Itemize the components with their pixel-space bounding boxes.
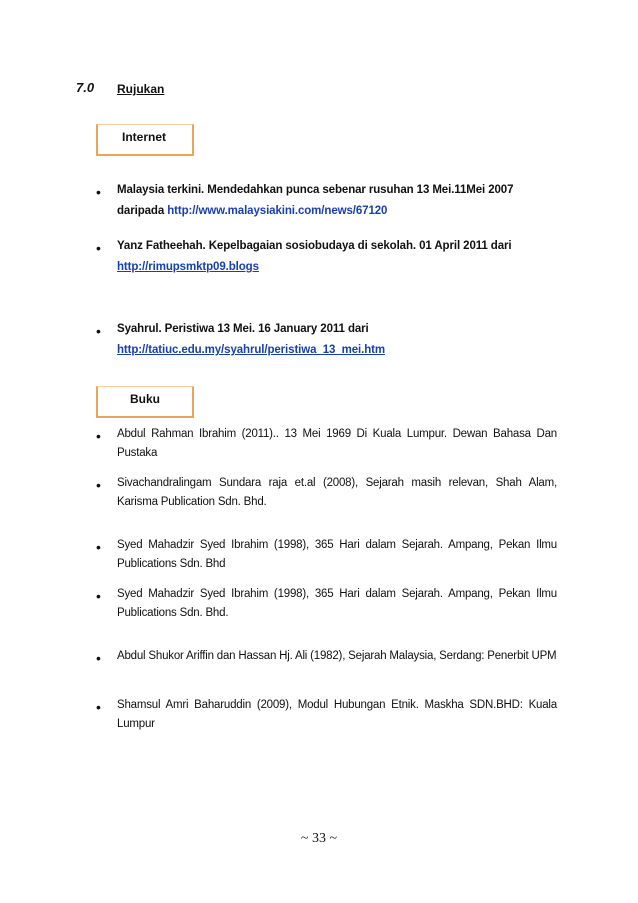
bullet-icon: •: [96, 650, 101, 666]
internet-entry-3: [117, 319, 557, 361]
buku-heading-box: [96, 386, 194, 418]
bullet-icon: •: [96, 699, 101, 715]
internet-entry-link[interactable]: http://tatiuc.edu.my/syahrul/peristiwa_13_mei.htm: [117, 344, 385, 356]
bullet-icon: •: [96, 184, 101, 200]
bullet-icon: •: [96, 477, 101, 493]
buku-entry-1: Abdul Rahman Ibrahim (2011).. 13 Mei 1969 Di Kuala Lumpur. Dewan Bahasa Dan Pustaka: [117, 428, 557, 459]
internet-heading-box: [96, 124, 194, 156]
buku-entry-2: Sivachandralingam Sundara raja et.al (2008), Sejarah masih relevan, Shah Alam, Karisma Publication Sdn. Bhd.: [117, 477, 557, 508]
internet-entry-link[interactable]: http://rimupsmktp09.blogs: [117, 261, 259, 273]
bullet-icon: •: [96, 588, 101, 604]
internet-entry-1: [117, 180, 557, 222]
internet-entry-link[interactable]: http://www.malaysiakini.com/news/67120: [167, 205, 388, 217]
bullet-icon: •: [96, 428, 101, 444]
internet-heading: Internet: [122, 130, 167, 144]
buku-entry-5: Abdul Shukor Ariffin dan Hassan Hj. Ali (1982), Sejarah Malaysia, Serdang: Penerbit UPM: [117, 650, 557, 662]
section-number: 7.0: [76, 80, 95, 95]
bullet-icon: •: [96, 323, 101, 339]
buku-entry-3: Syed Mahadzir Syed Ibrahim (1998), 365 Hari dalam Sejarah. Ampang, Pekan Ilmu Publications Sdn. Bhd: [117, 539, 557, 570]
buku-entry-6: Shamsul Amri Baharuddin (2009), Modul Hubungan Etnik. Maskha SDN.BHD: Kuala Lumpur: [117, 699, 557, 730]
internet-entry-text: Yanz Fatheehah. Kepelbagaian sosiobudaya di sekolah. 01 April 2011 dari: [117, 240, 512, 252]
internet-entry-2: [117, 236, 557, 278]
internet-entry-prefix: daripada: [117, 205, 168, 217]
section-title: Rujukan: [117, 82, 165, 96]
internet-entry-text: Malaysia terkini. Mendedahkan punca sebenar rusuhan 13 Mei.11Mei 2007: [117, 184, 514, 196]
bullet-icon: •: [96, 240, 101, 256]
buku-entry-4: Syed Mahadzir Syed Ibrahim (1998), 365 Hari dalam Sejarah. Ampang, Pekan Ilmu Publications Sdn. Bhd.: [117, 588, 557, 619]
buku-heading: Buku: [130, 392, 160, 406]
page-number: ~ 33 ~: [300, 831, 338, 846]
internet-entry-text: Syahrul. Peristiwa 13 Mei. 16 January 2011 dari: [117, 323, 369, 335]
bullet-icon: •: [96, 539, 101, 555]
